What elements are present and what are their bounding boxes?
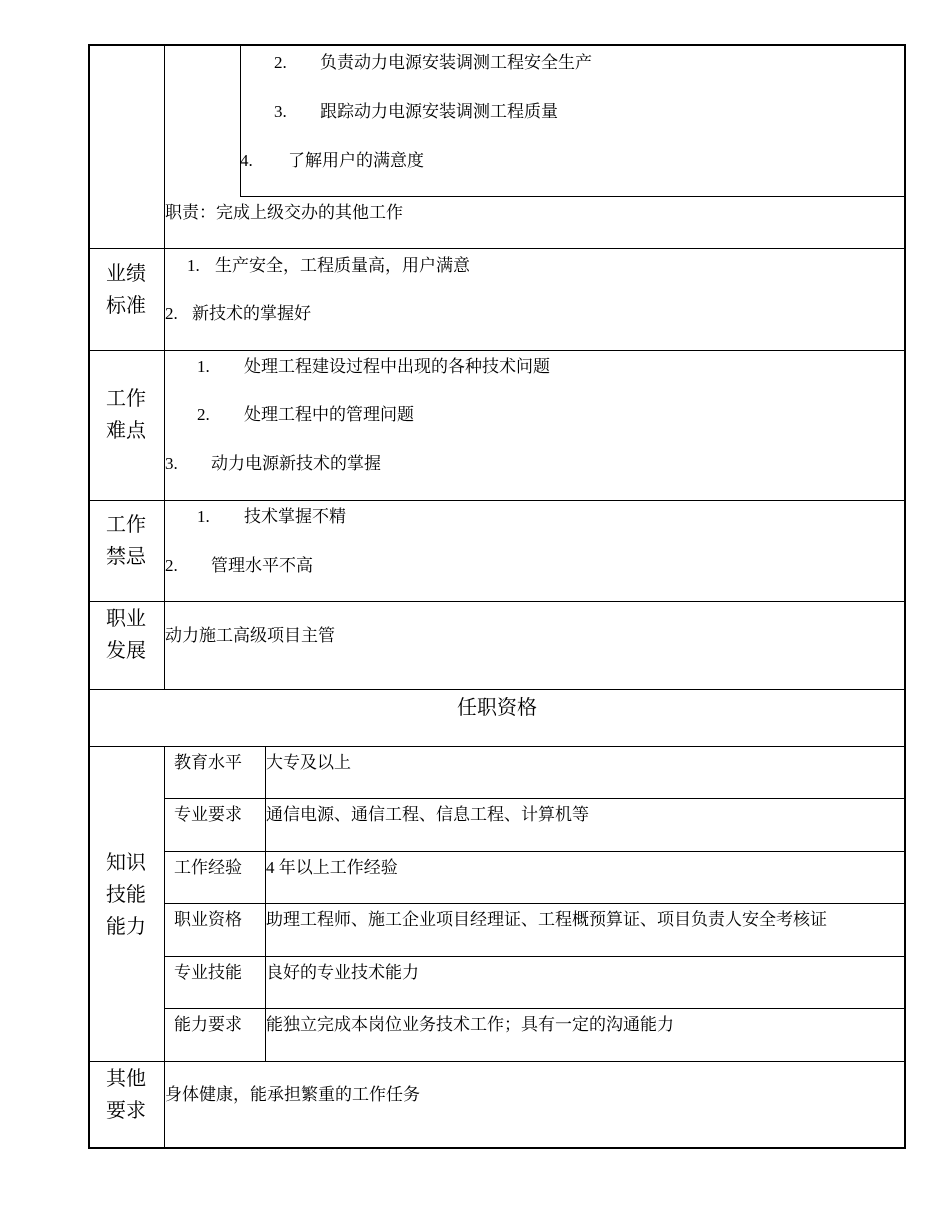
row-divider <box>164 851 906 852</box>
duty-item-number: 4. <box>240 151 253 170</box>
performance-item-text: 生产安全，工程质量高，用户满意 <box>215 256 470 275</box>
difficulty-item-number: 3. <box>165 454 178 473</box>
row-divider <box>164 798 906 799</box>
row-divider <box>88 248 906 249</box>
taboos-label <box>96 509 156 573</box>
qualification-value: 助理工程师、施工企业项目经理证、工程概预算证、项目负责人安全考核证 <box>266 910 827 929</box>
row-divider <box>88 500 906 501</box>
row-divider <box>88 350 906 351</box>
qualification-value: 良好的专业技术能力 <box>266 963 419 982</box>
other-duty-text: 职责：完成上级交办的其他工作 <box>165 203 403 222</box>
qualification-key: 职业资格 <box>174 910 242 929</box>
difficulty-item-text: 处理工程建设过程中出现的各种技术问题 <box>244 357 550 376</box>
duty-item-number: 3. <box>274 102 287 121</box>
difficulty-item-text: 处理工程中的管理问题 <box>244 405 414 424</box>
label-line: 其他 <box>106 1068 146 1090</box>
label-line: 工作 <box>106 388 146 410</box>
column-divider <box>164 44 165 689</box>
qualification-value: 4 年以上工作经验 <box>266 858 398 877</box>
taboo-item-text: 技术掌握不精 <box>244 507 346 526</box>
performance-item-text: 新技术的掌握好 <box>192 304 311 323</box>
column-divider <box>265 746 266 1061</box>
row-divider <box>88 689 906 690</box>
label-line: 标准 <box>106 295 146 317</box>
label-line: 工作 <box>106 514 146 536</box>
performance-item-number: 1. <box>187 256 200 275</box>
taboo-item-number: 1. <box>197 507 210 526</box>
career-label <box>96 603 156 667</box>
qualification-value: 大专及以上 <box>266 753 351 772</box>
qualification-key: 能力要求 <box>174 1015 242 1034</box>
qualification-value: 能独立完成本岗位业务技术工作；具有一定的沟通能力 <box>266 1015 674 1034</box>
label-line: 业绩 <box>106 263 146 285</box>
qualification-title: 任职资格 <box>457 697 537 719</box>
duty-item-text: 了解用户的满意度 <box>288 151 424 170</box>
row-divider <box>164 956 906 957</box>
duty-item-text: 跟踪动力电源安装调测工程质量 <box>320 102 558 121</box>
difficulty-item-number: 1. <box>197 357 210 376</box>
difficulty-item-text: 动力电源新技术的掌握 <box>211 454 381 473</box>
row-divider <box>240 196 906 197</box>
qualification-key: 专业技能 <box>174 963 242 982</box>
other-requirements-label <box>96 1063 156 1127</box>
qualification-key: 工作经验 <box>174 858 242 877</box>
performance-label <box>96 258 156 322</box>
row-divider <box>88 746 906 747</box>
label-line: 职业 <box>106 608 146 630</box>
label-line: 难点 <box>106 420 146 442</box>
knowledge-skill-label <box>96 847 156 943</box>
qualification-key: 专业要求 <box>174 805 242 824</box>
label-line: 能力 <box>106 916 146 938</box>
row-divider <box>164 903 906 904</box>
row-divider <box>164 1008 906 1009</box>
label-line: 知识 <box>106 852 146 874</box>
row-divider <box>88 1061 906 1062</box>
difficulty-item-number: 2. <box>197 405 210 424</box>
row-divider <box>88 601 906 602</box>
other-requirements-text: 身体健康，能承担繁重的工作任务 <box>165 1085 420 1104</box>
duty-item-number: 2. <box>274 53 287 72</box>
qualification-value: 通信电源、通信工程、信息工程、计算机等 <box>266 805 589 824</box>
difficulties-label <box>96 383 156 447</box>
taboo-item-number: 2. <box>165 556 178 575</box>
label-line: 发展 <box>106 640 146 662</box>
column-divider <box>240 44 241 196</box>
taboo-item-text: 管理水平不高 <box>211 556 313 575</box>
label-line: 要求 <box>106 1100 146 1122</box>
label-line: 技能 <box>106 884 146 906</box>
label-line: 禁忌 <box>106 546 146 568</box>
performance-item-number: 2. <box>165 304 178 323</box>
qualification-key: 教育水平 <box>174 753 242 772</box>
duty-item-text: 负责动力电源安装调测工程安全生产 <box>320 53 592 72</box>
career-text: 动力施工高级项目主管 <box>165 626 335 645</box>
